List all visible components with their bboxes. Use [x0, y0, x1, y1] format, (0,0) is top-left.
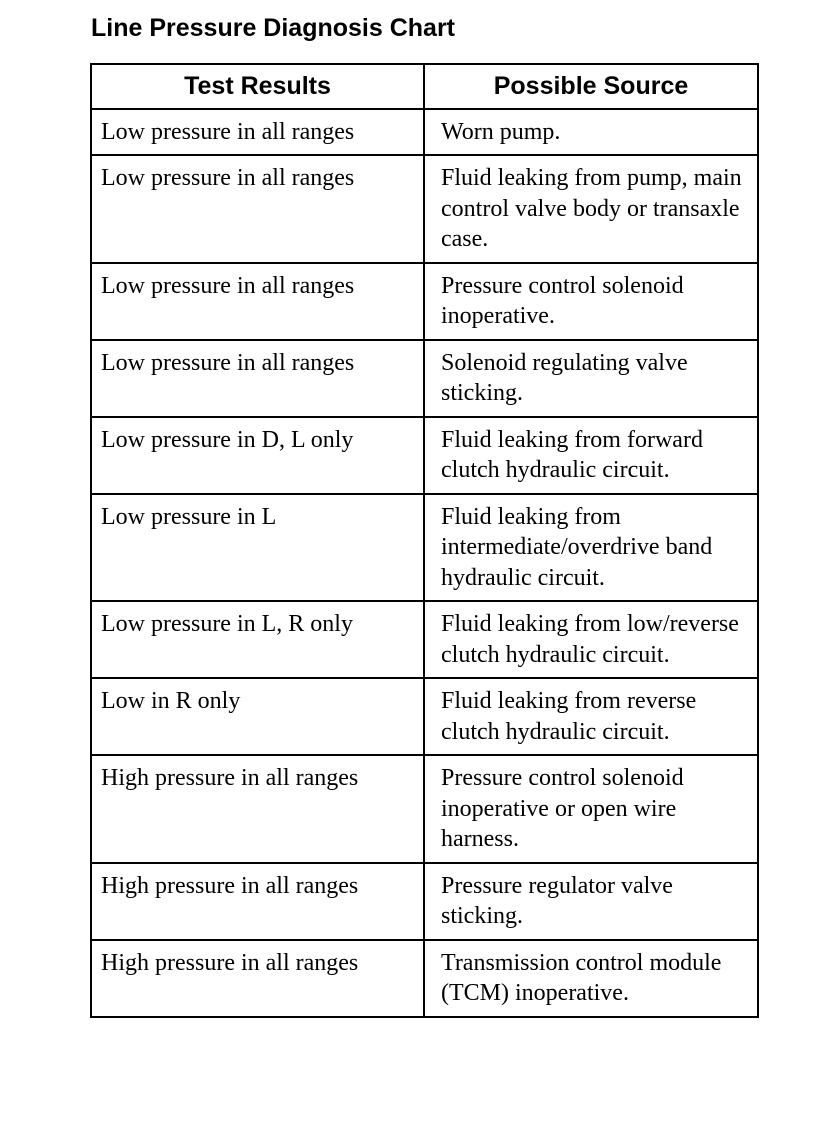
test-result-cell: Low pressure in all ranges	[91, 109, 424, 156]
test-result-cell: Low pressure in all ranges	[91, 155, 424, 263]
chart-title: Line Pressure Diagnosis Chart	[91, 14, 456, 42]
possible-source-cell: Fluid leaking from forward clutch hydraulic circuit.	[424, 417, 758, 494]
table-header-row	[91, 64, 758, 109]
possible-source-cell: Worn pump.	[424, 109, 758, 156]
table-row	[91, 678, 758, 755]
table-row	[91, 109, 758, 156]
table-row	[91, 755, 758, 863]
table-row	[91, 863, 758, 940]
possible-source-cell: Pressure regulator valve sticking.	[424, 863, 758, 940]
test-result-cell: Low pressure in L, R only	[91, 601, 424, 678]
table-row	[91, 263, 758, 340]
possible-source-cell: Fluid leaking from pump, main control valve body or transaxle case.	[424, 155, 758, 263]
test-result-cell: High pressure in all ranges	[91, 940, 424, 1017]
table-row	[91, 494, 758, 602]
test-result-cell: Low pressure in all ranges	[91, 340, 424, 417]
table-row	[91, 340, 758, 417]
table-row	[91, 601, 758, 678]
possible-source-cell: Pressure control solenoid inoperative.	[424, 263, 758, 340]
possible-source-cell: Fluid leaking from reverse clutch hydraulic circuit.	[424, 678, 758, 755]
line-pressure-diagnosis-table	[90, 63, 759, 1018]
table-row	[91, 417, 758, 494]
possible-source-cell: Pressure control solenoid inoperative or open wire harness.	[424, 755, 758, 863]
column-header-test-results: Test Results	[91, 64, 424, 109]
possible-source-cell: Solenoid regulating valve sticking.	[424, 340, 758, 417]
test-result-cell: Low pressure in D, L only	[91, 417, 424, 494]
test-result-cell: High pressure in all ranges	[91, 755, 424, 863]
possible-source-cell: Transmission control module (TCM) inoperative.	[424, 940, 758, 1017]
test-result-cell: Low in R only	[91, 678, 424, 755]
test-result-cell: Low pressure in all ranges	[91, 263, 424, 340]
table-row	[91, 155, 758, 263]
test-result-cell: Low pressure in L	[91, 494, 424, 602]
test-result-cell: High pressure in all ranges	[91, 863, 424, 940]
table-row	[91, 940, 758, 1017]
possible-source-cell: Fluid leaking from intermediate/overdrive band hydraulic circuit.	[424, 494, 758, 602]
possible-source-cell: Fluid leaking from low/reverse clutch hydraulic circuit.	[424, 601, 758, 678]
column-header-possible-source: Possible Source	[424, 64, 758, 109]
